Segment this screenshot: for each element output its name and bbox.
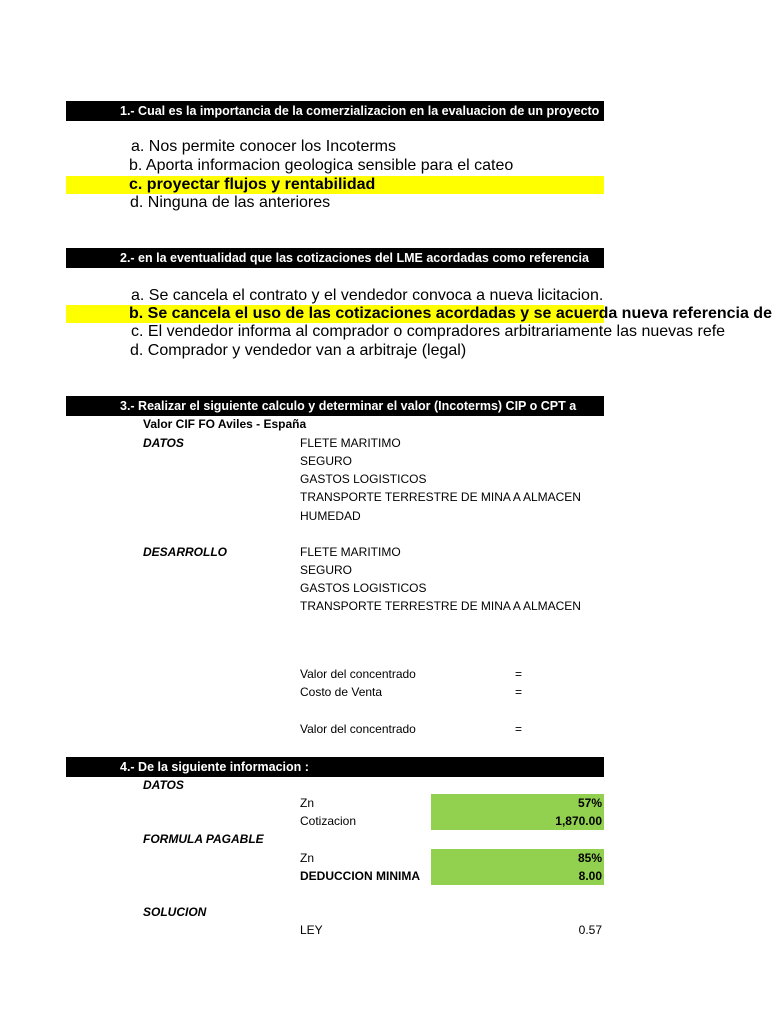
ley-label: LEY <box>300 923 323 937</box>
deduccion-label: DEDUCCION MINIMA <box>300 869 420 883</box>
question-3-title: 3.- Realizar el siguiente calculo y determinar el valor (Incoterms) CIP o CPT a <box>120 399 577 413</box>
datos-item-seguro: SEGURO <box>300 454 353 468</box>
cotizacion-value: 1,870.00 <box>555 814 602 828</box>
question-3-header <box>66 396 604 416</box>
option-1d <box>0 194 604 212</box>
zn2-label: Zn <box>300 851 315 865</box>
desarrollo-label: DESARROLLO <box>143 545 227 559</box>
question-2-header <box>66 248 604 268</box>
option-2b-text: b. Se cancela el uso de las cotizaciones acordadas y se acuerda nueva referencia de <box>129 305 772 322</box>
cotizacion-value-cell[interactable] <box>431 812 604 830</box>
zn2-value-cell[interactable] <box>431 849 604 867</box>
option-1c-text: c. proyectar flujos y rentabilidad <box>129 176 376 193</box>
option-2c <box>0 323 726 341</box>
zn-label: Zn <box>300 796 315 810</box>
cotizacion-label: Cotizacion <box>300 814 357 828</box>
datos-label: DATOS <box>143 436 184 450</box>
option-2c-text: c. El vendedor informa al comprador o compradores arbitrariamente las nuevas refe <box>131 323 726 340</box>
zn-value-cell[interactable] <box>431 794 604 812</box>
question-3-subtitle: Valor CIF FO Aviles - España <box>143 417 307 431</box>
option-1c-highlight <box>66 176 604 194</box>
option-1d-text: d. Ninguna de las anteriores <box>130 194 331 211</box>
desarrollo-item-flete: FLETE MARITIMO <box>300 545 401 559</box>
equals-sign: = <box>515 685 523 699</box>
q4-datos-label: DATOS <box>143 778 184 792</box>
desarrollo-item-seguro: SEGURO <box>300 563 353 577</box>
option-1a-text: a. Nos permite conocer los Incoterms <box>131 138 396 155</box>
option-1a <box>0 138 604 156</box>
option-2b-highlight <box>66 305 772 323</box>
question-2-title: 2.- en la eventualidad que las cotizaciones del LME acordadas como referencia <box>120 251 589 265</box>
datos-item-gastos: GASTOS LOGISTICOS <box>300 472 427 486</box>
valor-concentrado-2-label: Valor del concentrado <box>300 722 416 736</box>
costo-venta-label: Costo de Venta <box>300 685 383 699</box>
deduccion-value-cell[interactable] <box>431 867 604 885</box>
valor-concentrado-label: Valor del concentrado <box>300 667 416 681</box>
option-1b-text: b. Aporta informacion geologica sensible para el cateo <box>129 157 514 174</box>
datos-item-flete: FLETE MARITIMO <box>300 436 401 450</box>
option-2a-text: a. Se cancela el contrato y el vendedor convoca a nueva licitacion. <box>131 287 604 304</box>
solucion-label: SOLUCION <box>143 905 207 919</box>
question-1-header <box>66 101 604 121</box>
deduccion-value: 8.00 <box>578 869 602 883</box>
ley-value: 0.57 <box>578 923 602 937</box>
option-1b <box>0 157 604 175</box>
datos-item-humedad: HUMEDAD <box>300 509 361 523</box>
question-1-title: 1.- Cual es la importancia de la comerzializacion en la evaluacion de un proyecto <box>120 104 600 118</box>
question-4-header <box>66 757 604 777</box>
desarrollo-item-gastos: GASTOS LOGISTICOS <box>300 581 427 595</box>
formula-pagable-label: FORMULA PAGABLE <box>143 832 264 846</box>
option-2d <box>0 342 604 360</box>
option-2d-text: d. Comprador y vendedor van a arbitraje (legal) <box>130 342 467 359</box>
question-4-title: 4.- De la siguiente informacion : <box>120 760 309 774</box>
equals-sign: = <box>515 667 523 681</box>
desarrollo-item-transporte: TRANSPORTE TERRESTRE DE MINA A ALMACEN <box>300 599 581 613</box>
equals-sign: = <box>515 722 523 736</box>
zn2-value: 85% <box>577 851 602 865</box>
datos-item-transporte: TRANSPORTE TERRESTRE DE MINA A ALMACEN <box>300 490 581 504</box>
zn-value: 57% <box>577 796 602 810</box>
option-2a <box>0 287 604 305</box>
